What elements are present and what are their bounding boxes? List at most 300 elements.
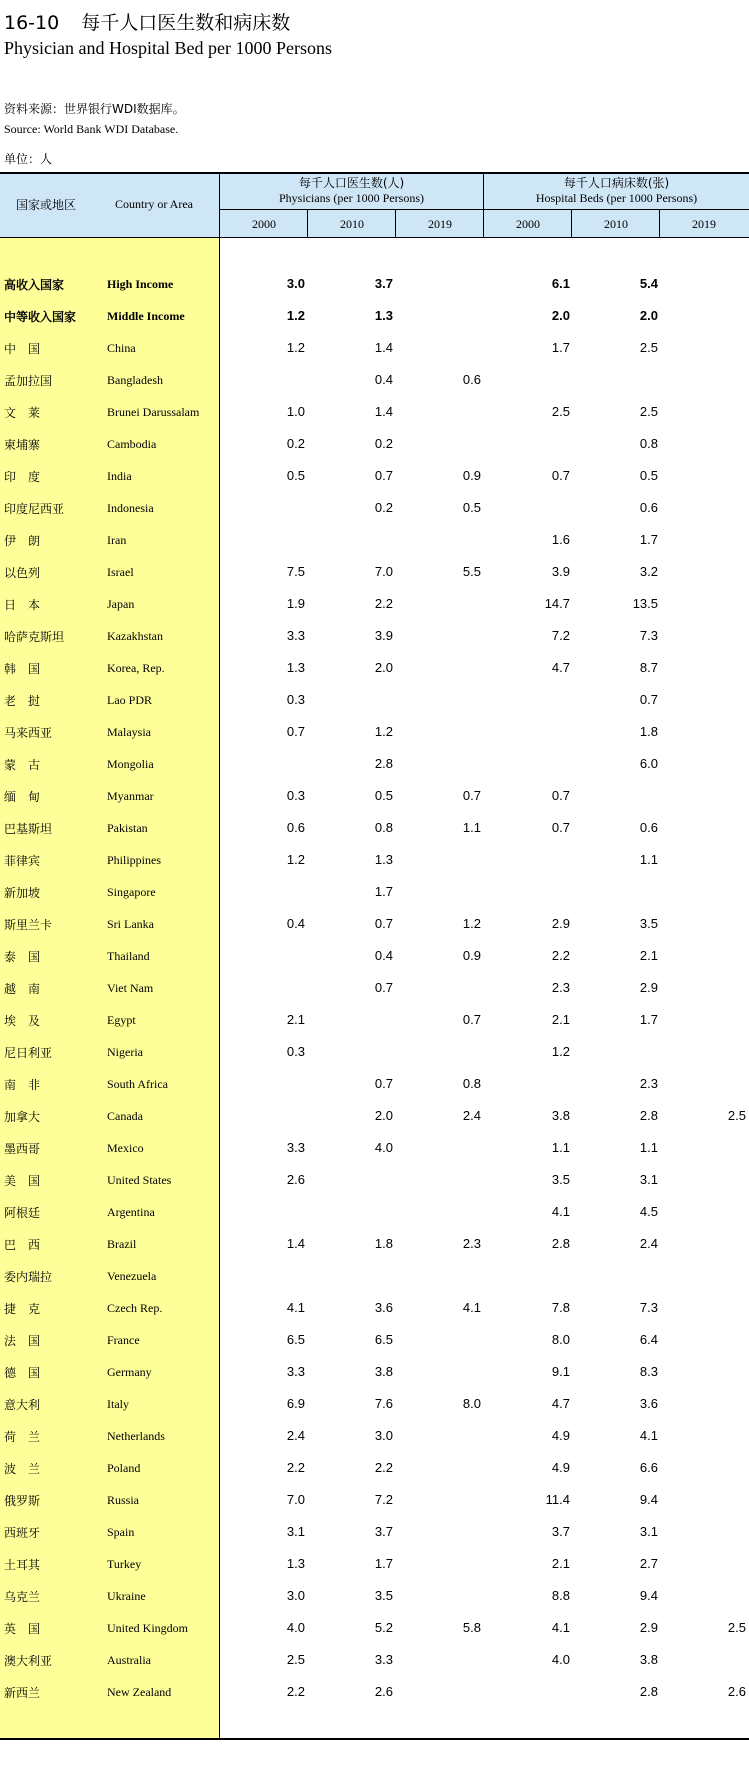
value-cell: 3.3	[286, 628, 305, 643]
value-cell: 1.0	[286, 404, 305, 419]
country-name-en: United States	[107, 1173, 172, 1187]
country-name-cn: 法 国	[4, 1334, 41, 1348]
country-name-cn: 以色列	[4, 566, 41, 580]
value-cell: 1.4	[286, 1236, 305, 1251]
value-cell: 1.9	[286, 596, 305, 611]
country-name-cn: 新加坡	[4, 886, 41, 900]
value-cell: 2.5	[727, 1620, 746, 1635]
country-name-cn: 文 莱	[4, 406, 41, 420]
table-row	[0, 1324, 749, 1356]
value-cell: 2.4	[286, 1428, 305, 1443]
value-cell: 5.8	[462, 1620, 481, 1635]
value-cell: 0.3	[286, 788, 305, 803]
country-name-cn: 伊 朗	[4, 534, 41, 548]
country-name-cn: 菲律宾	[4, 854, 41, 868]
country-name-cn: 尼日利亚	[4, 1046, 53, 1060]
value-cell: 2.8	[551, 1236, 570, 1251]
year-header: 2000	[516, 217, 540, 231]
physicians-header-en: Physicians (per 1000 Persons)	[279, 191, 424, 205]
value-cell: 1.6	[551, 532, 570, 547]
physicians-header	[220, 176, 483, 206]
value-cell: 2.1	[639, 948, 658, 963]
country-name-cn: 柬埔寨	[4, 438, 41, 452]
value-cell: 1.4	[374, 340, 393, 355]
value-cell: 0.6	[462, 372, 481, 387]
value-cell: 8.7	[639, 660, 658, 675]
country-name-cn: 高收入国家	[4, 278, 65, 292]
value-cell: 9.4	[639, 1588, 658, 1603]
value-cell: 4.0	[374, 1140, 393, 1155]
value-cell: 4.1	[551, 1620, 570, 1635]
country-name-cn: 马来西亚	[4, 726, 53, 740]
country-name-en: Thailand	[107, 949, 150, 963]
value-cell: 2.6	[286, 1172, 305, 1187]
value-cell: 0.3	[286, 692, 305, 707]
value-cell: 0.7	[462, 1012, 481, 1027]
country-name-cn: 新西兰	[4, 1686, 41, 1700]
value-cell: 3.0	[286, 1588, 305, 1603]
value-cell: 7.3	[639, 1300, 658, 1315]
country-name-en: Italy	[107, 1397, 129, 1411]
value-cell: 0.8	[462, 1076, 481, 1091]
country-name-en: France	[107, 1333, 140, 1347]
country-header-en: Country or Area	[115, 197, 193, 211]
table-row	[0, 940, 749, 972]
value-cell: 0.6	[286, 820, 305, 835]
table-row	[0, 1100, 749, 1132]
value-cell: 1.2	[286, 340, 305, 355]
value-cell: 3.7	[374, 1524, 393, 1539]
country-name-en: Spain	[107, 1525, 135, 1539]
value-cell: 2.3	[639, 1076, 658, 1091]
value-cell: 6.9	[286, 1396, 305, 1411]
value-cell: 1.7	[551, 340, 570, 355]
country-name-cn: 斯里兰卡	[4, 918, 53, 932]
value-cell: 0.2	[286, 436, 305, 451]
table-row	[0, 1228, 749, 1260]
country-header-cn: 国家或地区	[16, 198, 77, 212]
value-cell: 0.7	[374, 1076, 393, 1091]
value-cell: 4.7	[551, 660, 570, 675]
table-row	[0, 492, 749, 524]
table-row	[0, 1292, 749, 1324]
value-cell: 0.7	[462, 788, 481, 803]
table-row	[0, 1516, 749, 1548]
country-name-en: Cambodia	[107, 437, 157, 451]
value-cell: 2.3	[551, 980, 570, 995]
table-row	[0, 268, 749, 300]
country-name-en: Netherlands	[107, 1429, 165, 1443]
value-cell: 2.5	[286, 1652, 305, 1667]
country-name-en: Kazakhstan	[107, 629, 163, 643]
value-cell: 1.7	[374, 1556, 393, 1571]
country-name-cn: 西班牙	[4, 1526, 41, 1540]
table-row	[0, 1260, 749, 1292]
table-row	[0, 1164, 749, 1196]
value-cell: 6.1	[551, 276, 570, 291]
country-name-cn: 美 国	[4, 1174, 41, 1188]
value-cell: 1.7	[374, 884, 393, 899]
table-row	[0, 1548, 749, 1580]
title-cn-text: 每千人口医生数和病床数	[81, 12, 291, 34]
country-name-en: India	[107, 469, 132, 483]
value-cell: 4.0	[286, 1620, 305, 1635]
value-cell: 3.8	[639, 1652, 658, 1667]
table-row	[0, 908, 749, 940]
table-title-cn	[4, 8, 290, 35]
value-cell: 3.1	[286, 1524, 305, 1539]
table-row	[0, 652, 749, 684]
country-name-en: China	[107, 341, 136, 355]
value-cell: 0.2	[374, 436, 393, 451]
value-cell: 1.1	[639, 852, 658, 867]
value-cell: 0.7	[639, 692, 658, 707]
year-header: 2010	[340, 217, 364, 231]
country-name-cn: 南 非	[4, 1078, 41, 1092]
value-cell: 2.2	[551, 948, 570, 963]
country-name-en: Poland	[107, 1461, 141, 1475]
value-cell: 8.3	[639, 1364, 658, 1379]
table-row	[0, 1644, 749, 1676]
country-name-en: Middle Income	[107, 309, 185, 323]
value-cell: 2.0	[374, 660, 393, 675]
country-name-en: Brunei Darussalam	[107, 405, 200, 419]
data-table	[0, 172, 749, 1740]
country-name-cn: 中 国	[4, 342, 41, 356]
value-cell: 8.0	[551, 1332, 570, 1347]
value-cell: 0.5	[374, 788, 393, 803]
value-cell: 1.7	[639, 532, 658, 547]
value-cell: 2.6	[374, 1684, 393, 1699]
value-cell: 5.5	[462, 564, 481, 579]
country-name-cn: 韩 国	[4, 662, 41, 676]
table-row	[0, 1068, 749, 1100]
country-name-cn: 英 国	[4, 1622, 41, 1636]
value-cell: 2.9	[639, 980, 658, 995]
value-cell: 5.4	[639, 276, 658, 291]
table-title-en: Physician and Hospital Bed per 1000 Persons	[4, 38, 332, 58]
value-cell: 3.1	[639, 1524, 658, 1539]
value-cell: 2.0	[639, 308, 658, 323]
value-cell: 2.9	[639, 1620, 658, 1635]
value-cell: 2.5	[639, 340, 658, 355]
value-cell: 2.2	[374, 1460, 393, 1475]
value-cell: 2.1	[551, 1012, 570, 1027]
value-cell: 7.0	[286, 1492, 305, 1507]
value-cell: 4.1	[639, 1428, 658, 1443]
source-note-en: Source: World Bank WDI Database.	[4, 122, 179, 136]
value-cell: 4.9	[551, 1428, 570, 1443]
value-cell: 7.8	[551, 1300, 570, 1315]
table-body	[0, 268, 749, 1708]
table-row	[0, 972, 749, 1004]
value-cell: 3.1	[639, 1172, 658, 1187]
value-cell: 1.1	[462, 820, 481, 835]
value-cell: 0.7	[374, 468, 393, 483]
country-name-cn: 意大利	[4, 1398, 41, 1412]
country-name-en: Bangladesh	[107, 373, 163, 387]
value-cell: 2.1	[551, 1556, 570, 1571]
country-name-en: Indonesia	[107, 501, 154, 515]
value-cell: 0.3	[286, 1044, 305, 1059]
value-cell: 3.6	[639, 1396, 658, 1411]
value-cell: 0.9	[462, 948, 481, 963]
value-cell: 2.6	[727, 1684, 746, 1699]
value-cell: 0.7	[551, 820, 570, 835]
table-row	[0, 1004, 749, 1036]
value-cell: 5.2	[374, 1620, 393, 1635]
country-name-en: Lao PDR	[107, 693, 152, 707]
country-name-cn: 土耳其	[4, 1558, 41, 1572]
country-name-cn: 乌克兰	[4, 1590, 41, 1604]
country-name-cn: 波 兰	[4, 1462, 41, 1476]
value-cell: 2.1	[286, 1012, 305, 1027]
country-name-cn: 缅 甸	[4, 790, 41, 804]
value-cell: 3.5	[639, 916, 658, 931]
value-cell: 4.9	[551, 1460, 570, 1475]
value-cell: 2.5	[639, 404, 658, 419]
table-row	[0, 1420, 749, 1452]
country-name-cn: 阿根廷	[4, 1206, 41, 1220]
value-cell: 0.4	[286, 916, 305, 931]
value-cell: 7.2	[551, 628, 570, 643]
value-cell: 4.1	[462, 1300, 481, 1315]
value-cell: 0.4	[374, 372, 393, 387]
table-row	[0, 332, 749, 364]
country-name-en: Philippines	[107, 853, 162, 867]
country-name-en: Mongolia	[107, 757, 154, 771]
value-cell: 3.3	[374, 1652, 393, 1667]
country-name-en: Ukraine	[107, 1589, 146, 1603]
value-cell: 13.5	[632, 596, 658, 611]
table-row	[0, 364, 749, 396]
country-name-cn: 孟加拉国	[4, 374, 53, 388]
country-name-cn: 埃 及	[4, 1014, 41, 1028]
value-cell: 3.2	[639, 564, 658, 579]
country-name-en: Iran	[107, 533, 127, 547]
value-cell: 1.3	[374, 852, 393, 867]
value-cell: 7.3	[639, 628, 658, 643]
year-header: 2000	[252, 217, 276, 231]
value-cell: 6.0	[639, 756, 658, 771]
table-bottom-rule	[0, 1738, 749, 1740]
country-name-cn: 墨西哥	[4, 1142, 41, 1156]
value-cell: 2.0	[374, 1108, 393, 1123]
value-cell: 2.3	[462, 1236, 481, 1251]
year-header: 2010	[604, 217, 628, 231]
value-cell: 9.1	[551, 1364, 570, 1379]
value-cell: 6.5	[286, 1332, 305, 1347]
value-cell: 1.2	[374, 724, 393, 739]
value-cell: 11.4	[545, 1492, 570, 1507]
country-name-cn: 中等收入国家	[4, 310, 77, 324]
table-row	[0, 812, 749, 844]
country-name-cn: 澳大利亚	[4, 1654, 53, 1668]
value-cell: 2.2	[374, 596, 393, 611]
value-cell: 0.2	[374, 500, 393, 515]
table-row	[0, 1132, 749, 1164]
table-row	[0, 1356, 749, 1388]
country-name-en: New Zealand	[107, 1685, 172, 1699]
value-cell: 0.9	[462, 468, 481, 483]
value-cell: 4.1	[551, 1204, 570, 1219]
value-cell: 0.8	[639, 436, 658, 451]
header-mid-rule	[219, 209, 749, 210]
country-name-en: Myanmar	[107, 789, 154, 803]
country-name-en: Viet Nam	[107, 981, 154, 995]
value-cell: 1.2	[286, 852, 305, 867]
value-cell: 0.6	[639, 820, 658, 835]
country-name-cn: 印 度	[4, 470, 41, 484]
country-name-en: Canada	[107, 1109, 143, 1123]
value-cell: 3.5	[551, 1172, 570, 1187]
table-row	[0, 1196, 749, 1228]
table-row	[0, 1484, 749, 1516]
country-name-en: Turkey	[107, 1557, 142, 1571]
value-cell: 3.9	[374, 628, 393, 643]
value-cell: 3.0	[286, 276, 305, 291]
value-cell: 2.2	[286, 1460, 305, 1475]
value-cell: 3.7	[374, 276, 393, 291]
value-cell: 2.2	[286, 1684, 305, 1699]
table-row	[0, 684, 749, 716]
value-cell: 2.8	[374, 756, 393, 771]
table-top-rule	[0, 172, 749, 174]
country-name-cn: 印度尼西亚	[4, 502, 65, 516]
value-cell: 1.3	[374, 308, 393, 323]
value-cell: 1.8	[374, 1236, 393, 1251]
country-name-en: Pakistan	[107, 821, 148, 835]
value-cell: 7.2	[374, 1492, 393, 1507]
table-row	[0, 844, 749, 876]
value-cell: 8.0	[462, 1396, 481, 1411]
country-name-cn: 泰 国	[4, 950, 41, 964]
value-cell: 4.1	[286, 1300, 305, 1315]
country-name-en: High Income	[107, 277, 174, 291]
country-name-en: Czech Rep.	[107, 1301, 163, 1315]
country-name-cn: 巴基斯坦	[4, 822, 53, 836]
table-row	[0, 460, 749, 492]
table-row	[0, 428, 749, 460]
value-cell: 0.4	[374, 948, 393, 963]
header-bottom-rule	[0, 237, 749, 238]
value-cell: 1.3	[286, 1556, 305, 1571]
value-cell: 6.5	[374, 1332, 393, 1347]
unit-note: 单位：人	[4, 152, 53, 166]
value-cell: 2.9	[551, 916, 570, 931]
physicians-header-cn: 每千人口医生数(人)	[298, 176, 405, 190]
country-name-cn: 哈萨克斯坦	[4, 630, 65, 644]
value-cell: 3.0	[374, 1428, 393, 1443]
value-cell: 0.7	[286, 724, 305, 739]
country-name-en: Venezuela	[107, 1269, 157, 1283]
value-cell: 0.7	[374, 980, 393, 995]
value-cell: 7.6	[374, 1396, 393, 1411]
value-cell: 2.8	[639, 1108, 658, 1123]
table-row	[0, 1612, 749, 1644]
value-cell: 4.5	[639, 1204, 658, 1219]
value-cell: 8.8	[551, 1588, 570, 1603]
table-row	[0, 716, 749, 748]
value-cell: 7.5	[286, 564, 305, 579]
value-cell: 3.7	[551, 1524, 570, 1539]
country-name-en: Russia	[107, 1493, 140, 1507]
beds-header	[484, 176, 749, 206]
country-name-en: Mexico	[107, 1141, 144, 1155]
table-row	[0, 1580, 749, 1612]
value-cell: 2.4	[462, 1108, 481, 1123]
country-name-en: Japan	[107, 597, 135, 611]
table-row	[0, 556, 749, 588]
value-cell: 9.4	[639, 1492, 658, 1507]
country-name-en: United Kingdom	[107, 1621, 188, 1635]
country-name-cn: 老 挝	[4, 694, 41, 708]
value-cell: 0.5	[462, 500, 481, 515]
table-row	[0, 780, 749, 812]
country-name-cn: 蒙 古	[4, 758, 41, 772]
country-name-en: Sri Lanka	[107, 917, 154, 931]
value-cell: 1.4	[374, 404, 393, 419]
table-row	[0, 300, 749, 332]
table-row	[0, 1676, 749, 1708]
value-cell: 1.2	[462, 916, 481, 931]
source-note-cn: 资料来源：世界银行WDI数据库。	[4, 102, 185, 116]
table-row	[0, 620, 749, 652]
value-cell: 1.7	[639, 1012, 658, 1027]
country-name-cn: 日 本	[4, 598, 41, 612]
beds-header-en: Hospital Beds (per 1000 Persons)	[535, 191, 698, 205]
table-row	[0, 524, 749, 556]
value-cell: 2.0	[551, 308, 570, 323]
value-cell: 2.8	[639, 1684, 658, 1699]
value-cell: 2.5	[551, 404, 570, 419]
value-cell: 4.0	[551, 1652, 570, 1667]
value-cell: 3.3	[286, 1140, 305, 1155]
value-cell: 7.0	[374, 564, 393, 579]
table-number: 16-10	[4, 12, 60, 34]
country-name-cn: 俄罗斯	[4, 1494, 41, 1508]
table-row	[0, 1452, 749, 1484]
value-cell: 14.7	[544, 596, 570, 611]
country-name-en: Brazil	[107, 1237, 137, 1251]
value-cell: 0.5	[639, 468, 658, 483]
value-cell: 0.7	[551, 788, 570, 803]
country-name-en: Korea, Rep.	[107, 661, 165, 675]
table-row	[0, 748, 749, 780]
value-cell: 2.5	[727, 1108, 746, 1123]
country-name-en: Germany	[107, 1365, 152, 1379]
table-row	[0, 588, 749, 620]
table-row	[0, 396, 749, 428]
country-name-en: Argentina	[107, 1205, 155, 1219]
country-name-cn: 捷 克	[4, 1302, 41, 1316]
beds-header-cn: 每千人口病床数(张)	[563, 176, 670, 190]
value-cell: 3.8	[551, 1108, 570, 1123]
value-cell: 6.6	[639, 1460, 658, 1475]
year-header: 2019	[428, 217, 452, 231]
country-name-cn: 荷 兰	[4, 1430, 41, 1444]
value-cell: 3.5	[374, 1588, 393, 1603]
country-name-cn: 巴 西	[4, 1238, 41, 1252]
value-cell: 0.8	[374, 820, 393, 835]
country-name-en: Australia	[107, 1653, 151, 1667]
value-cell: 2.4	[639, 1236, 658, 1251]
value-cell: 3.9	[551, 564, 570, 579]
value-cell: 1.1	[639, 1140, 658, 1155]
value-cell: 0.7	[374, 916, 393, 931]
table-row	[0, 876, 749, 908]
value-cell: 0.5	[286, 468, 305, 483]
